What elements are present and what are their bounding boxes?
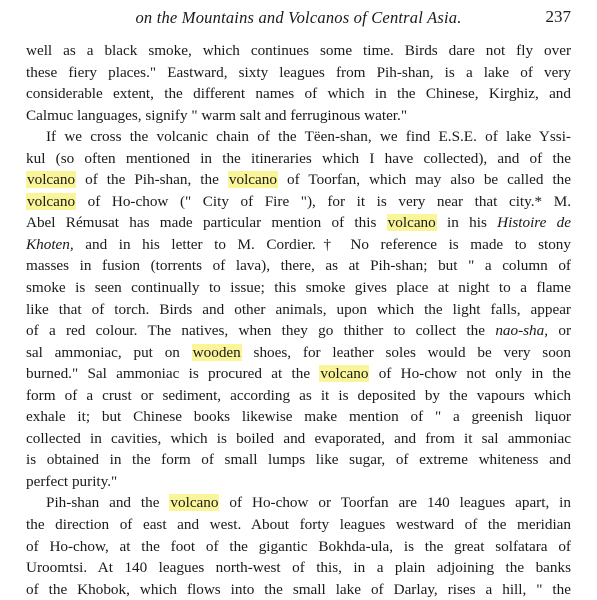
page-header	[0, 4, 597, 32]
italic-title: Histoire de	[497, 214, 571, 232]
text-line	[26, 83, 571, 105]
text-line	[26, 514, 571, 536]
line-text: of a red colour. The natives, when they go thither to collect the	[26, 322, 496, 340]
body-text	[26, 40, 571, 600]
line-text: burned." Sal ammoniac is procured at the	[26, 365, 320, 383]
text-line	[26, 536, 571, 558]
text-line	[26, 320, 571, 342]
line-text: of Ho-chow not only in the	[369, 365, 571, 383]
line-text: masses in fusion (torrents of lava), there, as at Pih-shan; but " a column of	[26, 257, 571, 275]
running-title: on the Mountains and Volcanos of Central Asia.	[135, 8, 462, 27]
line-text: like that of torch. Birds and other animals, upon which the light falls, appear	[26, 300, 571, 318]
text-line	[26, 449, 571, 471]
search-highlight: volcano	[320, 365, 369, 383]
italic-title: Khoten,	[26, 235, 74, 253]
line-text: collected in cavities, which is boiled and evaporated, and from it sal ammoniac	[26, 429, 571, 447]
text-line	[26, 277, 571, 299]
line-text: Uroomtsi. At 140 leagues north-west of this, in a plain adjoining the banks	[26, 559, 571, 577]
search-highlight: volcano	[27, 192, 76, 210]
line-text: the direction of east and west. About forty leagues westward of the meridian	[26, 516, 571, 534]
line-text: Pih-shan and the	[46, 494, 170, 512]
search-highlight: volcano	[228, 171, 277, 189]
text-line	[26, 212, 571, 234]
line-text: these fiery places." Eastward, sixty leagues from Pih-shan, is a lake of very	[26, 63, 571, 81]
text-line	[26, 406, 571, 428]
line-text: of Ho-chow, at the foot of the gigantic Bokhda-ula, is the great solfatara of	[26, 537, 571, 555]
text-line	[26, 169, 571, 191]
line-text: smoke is seen continually to issue; this smoke gives place at night to a flame	[26, 279, 571, 297]
text-line	[26, 299, 571, 321]
line-text: Abel Rémusat has made particular mention of this	[26, 214, 387, 232]
search-highlight: volcano	[170, 494, 219, 512]
text-line	[26, 234, 571, 256]
paragraph-first-line	[26, 126, 571, 148]
line-text: form of a crust or sediment, according as it is deposited by the vapours which	[26, 386, 571, 404]
text-line	[26, 191, 571, 213]
line-text: and in his letter to M. Cordier.† No reference is made to stony	[73, 235, 571, 253]
text-line	[26, 471, 571, 493]
text-line	[26, 385, 571, 407]
text-line	[26, 363, 571, 385]
line-text: or	[548, 322, 571, 340]
line-text: of Ho-chow (" City of Fire "), for it is very near that city.* M.	[76, 192, 571, 210]
search-highlight: volcano	[387, 214, 436, 232]
text-line	[26, 40, 571, 62]
line-text: of the Pih-shan, the	[76, 171, 228, 189]
line-text: is obtained in the form of small lumps like sugar, of extreme whiteness and	[26, 451, 571, 469]
text-line	[26, 342, 571, 364]
text-line	[26, 255, 571, 277]
page-number: 237	[545, 7, 571, 26]
text-line	[26, 428, 571, 450]
line-text: kul (so often mentioned in the itineraries which I have collected), and of the	[26, 149, 571, 167]
line-text: shoes, for leather soles would be very soon	[241, 343, 571, 361]
search-highlight: wooden	[192, 343, 241, 361]
text-line	[26, 148, 571, 170]
line-text: in his	[436, 214, 498, 232]
text-line	[26, 62, 571, 84]
line-text: of Toorfan, which may also be called the	[277, 171, 571, 189]
search-highlight: volcano	[27, 171, 76, 189]
line-text: perfect purity."	[26, 472, 118, 490]
line-text: considerable extent, the different names of which in the Chinese, Kirghiz, and	[26, 85, 571, 103]
line-text: well as a black smoke, which continues some time. Birds dare not fly over	[26, 42, 571, 59]
paragraph-first-line	[26, 492, 571, 514]
text-line	[26, 105, 571, 127]
line-text: of Ho-chow or Toorfan are 140 leagues apart, in	[219, 494, 571, 512]
line-text: If we cross the volcanic chain of the Tëen-shan, we find E.S.E. of lake Yssi-	[46, 128, 571, 146]
line-text: sal ammoniac, put on	[26, 343, 192, 361]
text-line	[26, 557, 571, 579]
line-text: exhale it; but Chinese books likewise make mention of " a greenish liquor	[26, 408, 571, 426]
text-line	[26, 579, 571, 600]
line-text: of the Khobok, which flows into the small lake of Darlay, rises a hill, " the	[26, 580, 571, 598]
line-text: Calmuc languages, signify " warm salt and ferruginous water."	[26, 106, 408, 124]
italic-term: nao-sha,	[495, 322, 549, 340]
